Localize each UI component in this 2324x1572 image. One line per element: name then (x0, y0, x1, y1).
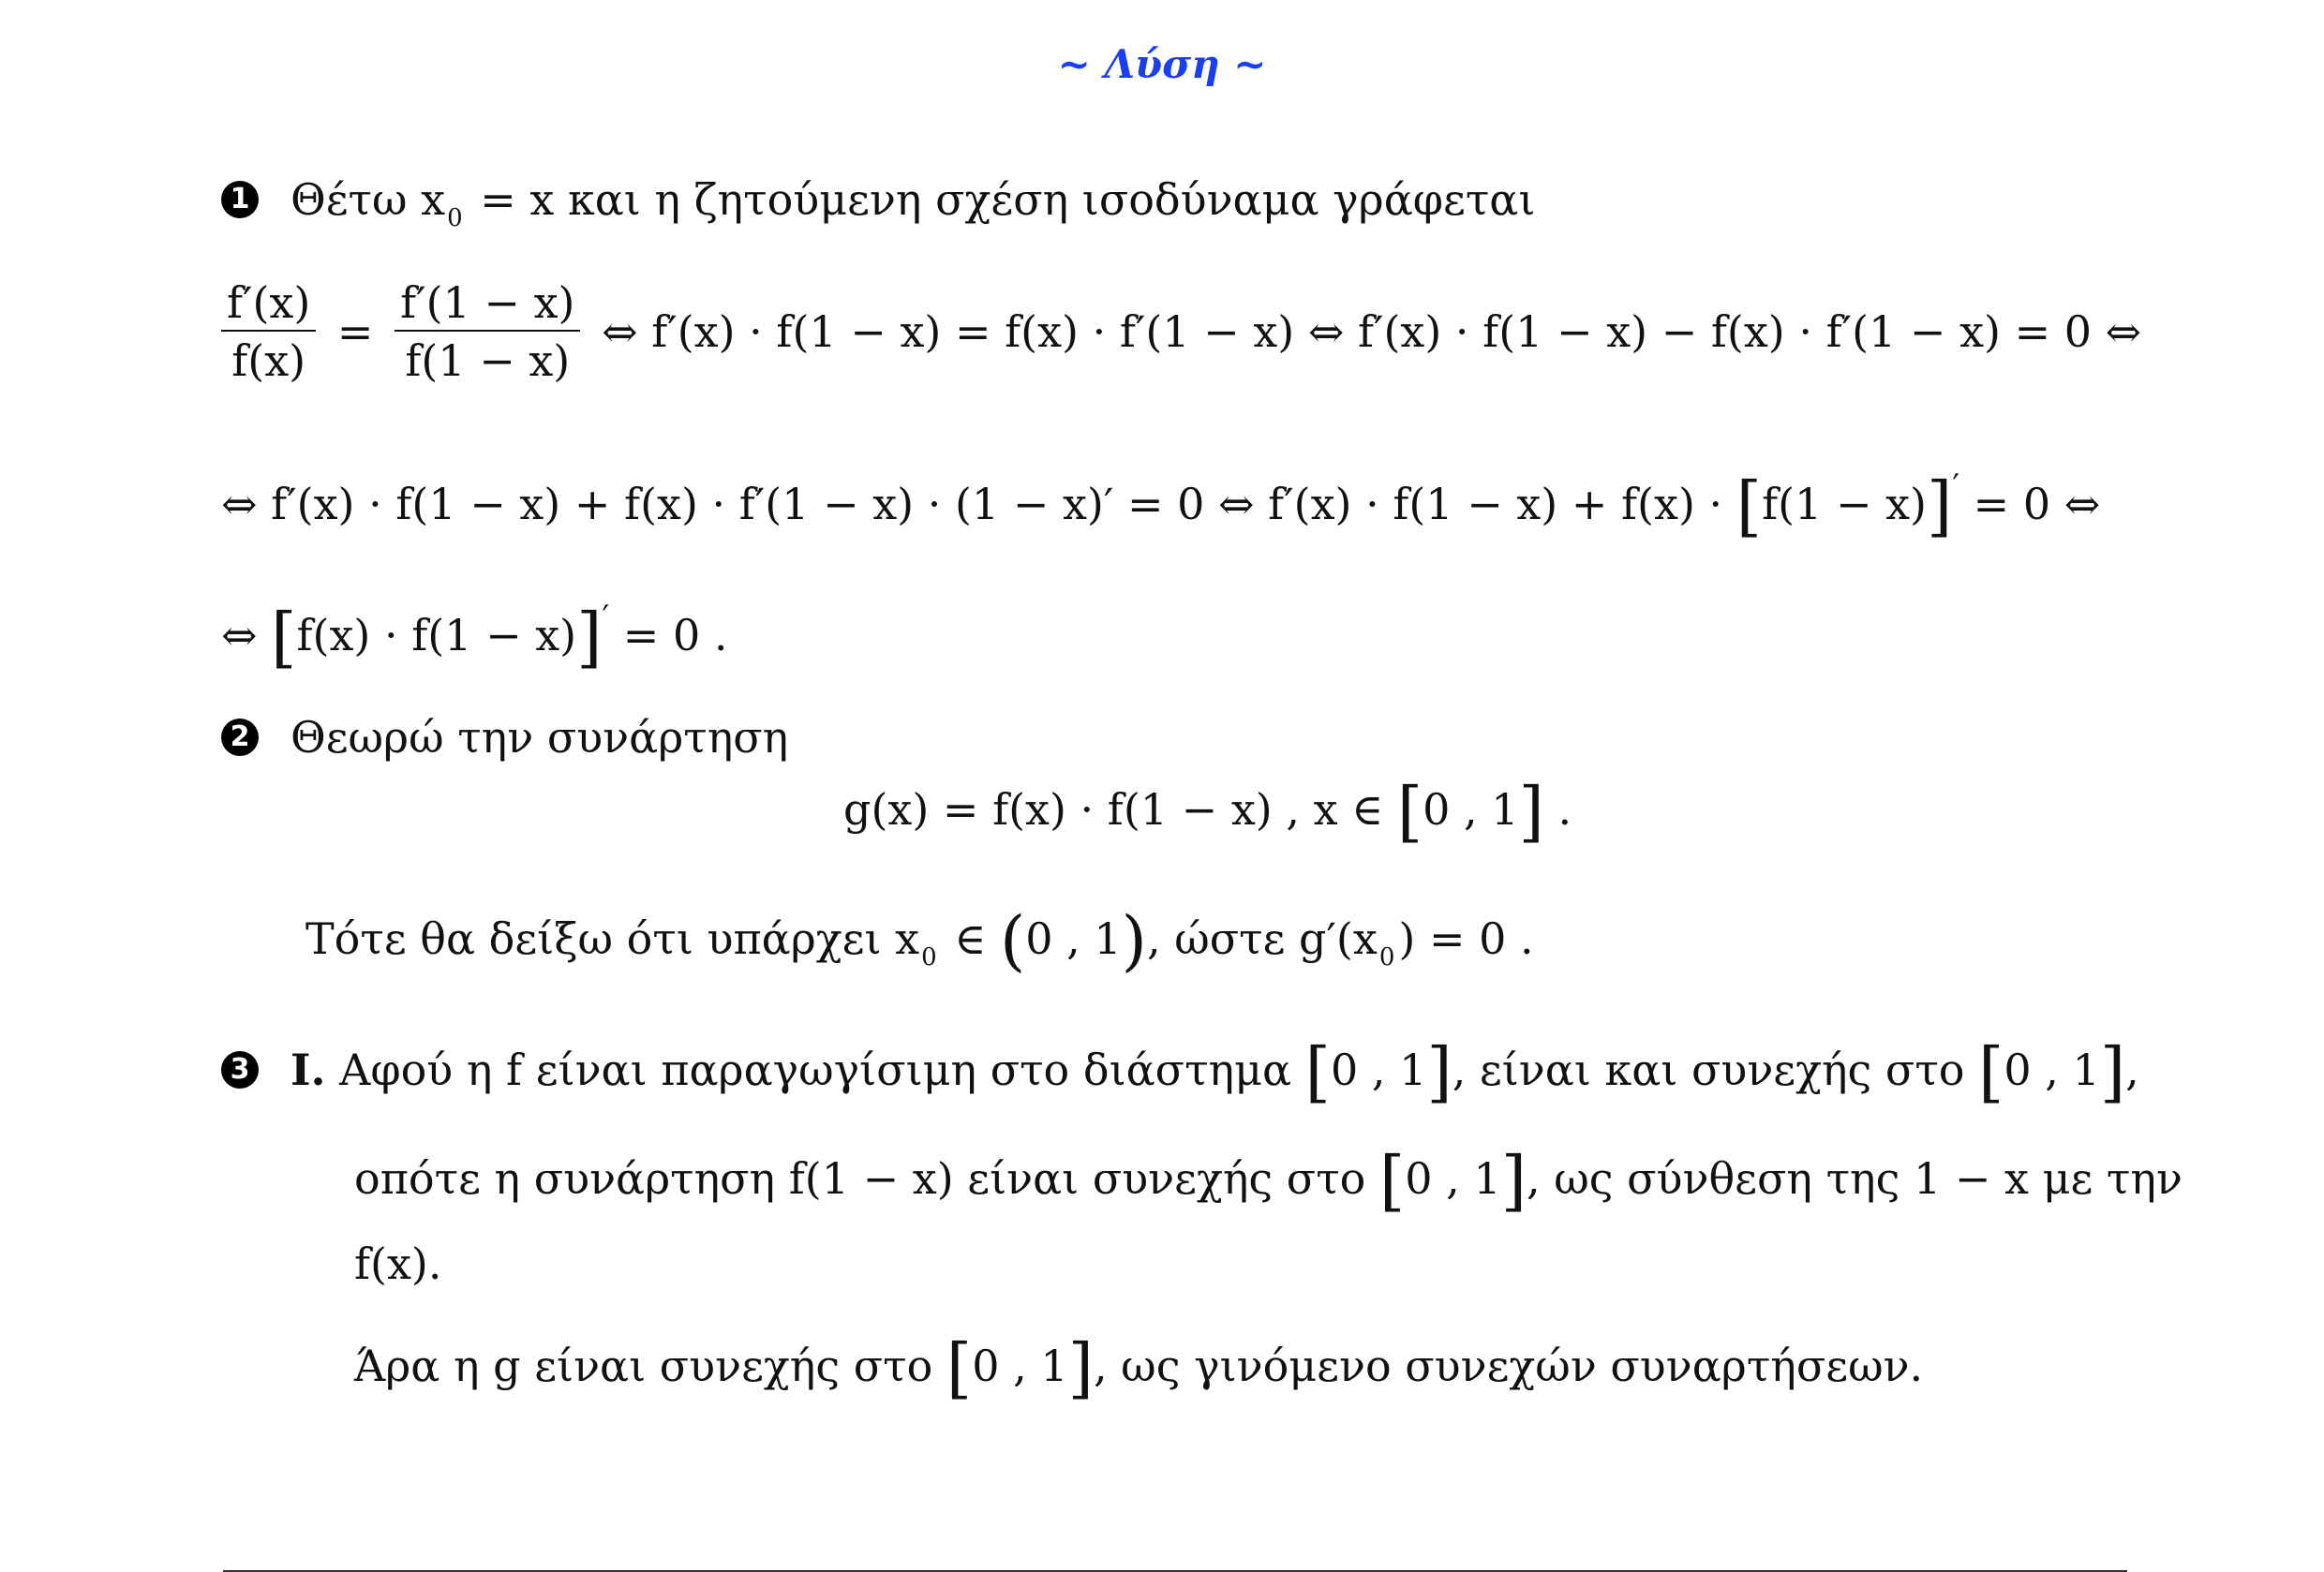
step3-line1: 3 I. Αφού η f είναι παραγωγίσιμη στο διάστημα [0 , 1], είναι και συνεχής στο [0 , 1], (221, 1046, 2139, 1098)
solution-title: ~ Λύση ~ (1057, 41, 1267, 87)
bullet-three: 3 (221, 1051, 259, 1089)
step1-intro: 1 Θέτω $x_0 = x$ και η ζητούμενη σχέση ισοδύναμα γράφεται (221, 178, 1535, 230)
step3-line4: Άρα η g είναι συνεχής στο [0 , 1], ως γινόμενο συνεχών συναρτήσεων. (354, 1329, 1924, 1406)
step2-definition: g(x) = f(x) · f(1 − x) , x ∈ [0 , 1] . (843, 773, 1572, 850)
step1-equation-line2: ⇔ f′(x) · f(1 − x) + f(x) · f′(1 − x) · (1 − x)′ = 0 ⇔ f′(x) · f(1 − x) + f(x) · [f(1 − x)]′ = 0 ⇔ (221, 467, 2101, 544)
step1-equation-line3: ⇔ [f(x) · f(1 − x)]′ = 0 . (221, 599, 728, 675)
fraction-left: $\frac{f'(x)}{f(x)}$ (221, 281, 316, 382)
step2-claim: Τότε θα δείξω ότι υπάρχει $x_0$ ∈ (0 , 1), ώστε $g'(x_0) = 0$ . (305, 902, 1534, 979)
step3-line2: οπότε η συνάρτηση f(1 − x) είναι συνεχής στο [0 , 1], ως σύνθεση της 1 − x με την (354, 1142, 2182, 1219)
step3-line3: f(x). (354, 1238, 442, 1289)
bullet-one: 1 (221, 181, 259, 218)
bullet-two: 2 (221, 719, 259, 756)
fraction-right: $\frac{f'(1 - x)}{f(1 - x)}$ (395, 281, 580, 382)
step2-intro: 2 Θεωρώ την συνάρτηση (221, 716, 788, 760)
part-label: I. (290, 1045, 326, 1095)
step1-equation-line1: $\frac{f'(x)}{f(x)}$ = $\frac{f'(1 - x)}{f(1 - x)}$ ⇔ f′(x) · f(1 − x) = f(x) · f′(1 − x) ⇔ f′(x) · f(1 − x) − f(x) · f′(1 − x) = 0 ⇔ (221, 281, 2141, 382)
